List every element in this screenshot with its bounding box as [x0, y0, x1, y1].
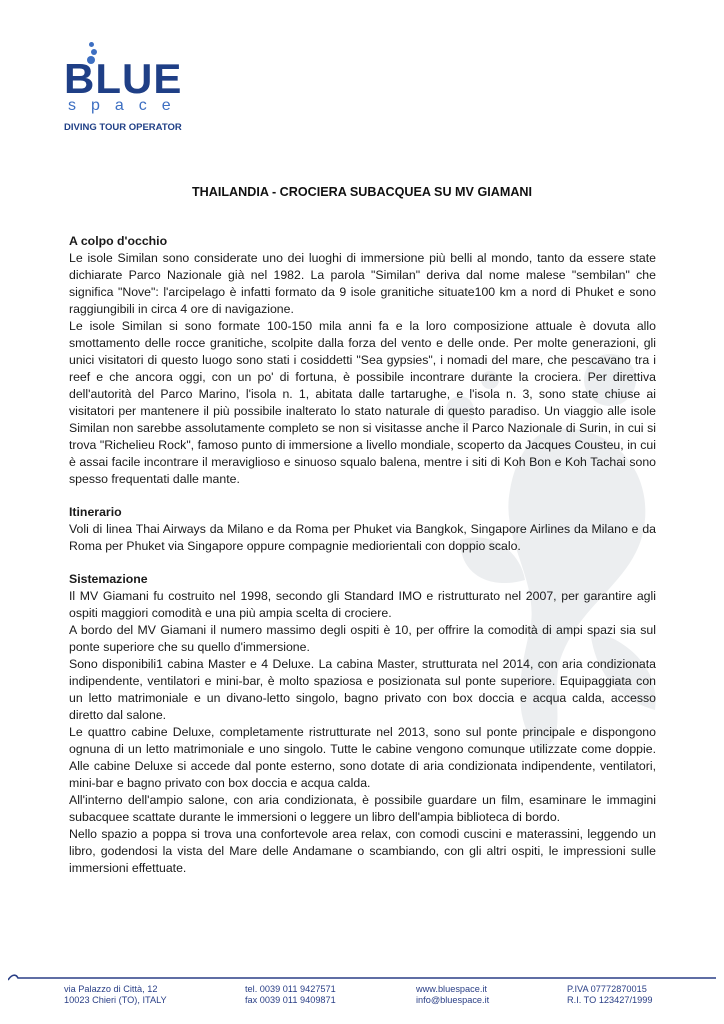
paragraph: Nello spazio a poppa si trova una confortevole area relax, con comodi cuscini e materassini, leggendo un libro, godendosi la vista del Mare delle Andamane o scambiando, con gli altri ospiti, le impressioni sulle immersioni effettuate.: [69, 827, 656, 875]
footer-email[interactable]: info@bluespace.it: [416, 995, 490, 1005]
section-heading: A colpo d'occhio: [69, 234, 168, 248]
section-colpo-d-occhio: [69, 233, 656, 488]
footer-address: [64, 984, 167, 1006]
footer-phone-line: tel. 0039 011 9427571: [245, 984, 336, 994]
logo-tagline: DIVING TOUR OPERATOR: [64, 122, 182, 133]
footer-address-line: 10023 Chieri (TO), ITALY: [64, 995, 167, 1005]
bubble-icon: [89, 42, 94, 47]
document-body: [69, 233, 656, 893]
paragraph: Il MV Giamani fu costruito nel 1998, secondo gli Standard IMO e ristrutturato nel 2007, per garantire agli ospiti maggiori comodità e una più ampia scelta di crociere.: [69, 589, 656, 620]
footer-web: [416, 984, 489, 1006]
paragraph: Le isole Similan si sono formate 100-150 mila anni fa e la loro composizione attuale è dovuta allo smottamento delle rocce granitiche, scolpite dalla forza del vento e delle onde. Per molte generazioni, gli unici visitatori di questo luogo sono stati i cosiddetti "Sea gypsies", i nomadi del mare, che pescavano tra i reef e che ancora oggi, con un po' di fortuna, è possibile incontrare durante la crociera. Per direttiva dell'autorità del Parco Marino, l'isola n. 1, abitata dalle tartarughe, e l'isola n. 3, sono state chiuse ai visitatori per mantenere il più possibile inalterato lo stato naturale di questo paradiso. Un viaggio alle isole Similan non sarebbe assolutamente completo se non si visitasse anche il Parco Nazionale di Surin, in cui si trova "Richelieu Rock", famoso punto di immersione a livello mondiale, scoperto da Jacques Cousteu, in cui è assai facile incontrare il meraviglioso e sinuoso squalo balena, mentre i siti di Koh Bon e Koh Tachai sono spesso frequentati dalle mante.: [69, 319, 656, 486]
logo-sub: space: [68, 97, 186, 114]
footer-fax-line: fax 0039 011 9409871: [245, 995, 336, 1005]
section-sistemazione: [69, 571, 656, 877]
footer-divider: [8, 972, 716, 982]
paragraph: All'interno dell'ampio salone, con aria condizionata, è possibile guardare un film, esaminare le immagini subacquee scattate durante le immersioni o leggere un libro dell'ampia biblioteca di bordo.: [69, 793, 656, 824]
paragraph: Voli di linea Thai Airways da Milano e da Roma per Phuket via Bangkok, Singapore Airlines da Milano e da Roma per Phuket via Singapore oppure compagnie mediorientali con doppio scalo.: [69, 522, 656, 553]
footer-tax: [567, 984, 652, 1006]
footer-registry-line: R.I. TO 123427/1999: [567, 995, 653, 1005]
paragraph: Le isole Similan sono considerate uno dei luoghi di immersione più belli al mondo, tanto da essere state dichiarate Parco Nazionale già nel 1982. La parola "Similan" deriva dal nome malese "sembilan" che significa "Nove": l'arcipelago è infatti formato da 9 isole granitiche situate100 km a nord di Phuket e sono raggiungibili in circa 4 ore di navigazione.: [69, 251, 656, 316]
section-heading: Itinerario: [69, 505, 122, 519]
section-itinerario: [69, 504, 656, 555]
paragraph: A bordo del MV Giamani il numero massimo degli ospiti è 10, per offrire la comodità di ampi spazi sia sul ponte superiore che su quello d'immersione.: [69, 623, 656, 654]
footer-vat-line: P.IVA 07772870015: [567, 984, 647, 994]
paragraph: Sono disponibili1 cabina Master e 4 Deluxe. La cabina Master, strutturata nel 2014, con aria condizionata indipendente, ventilatori e mini-bar, è molto spaziosa e posizionata sul ponte superiore. Equipaggiata con un letto matrimoniale e un divano-letto singolo, bagno privato con box doccia e acqua calda, accesso diretto dal salone.: [69, 657, 656, 722]
footer-website[interactable]: www.bluespace.it: [416, 984, 487, 994]
bluespace-logo: [64, 40, 194, 135]
section-heading: Sistemazione: [69, 572, 148, 586]
paragraph: Le quattro cabine Deluxe, completamente ristrutturate nel 2013, sono sul ponte principale e dispongono ognuna di un letto matrimoniale e uno singolo. Tutte le cabine vengono comunque utilizzate come doppie. Alle cabine Deluxe si accede dal ponte esterno, sono dotate di aria condizionata indipendente, ventilatori, mini-bar e bagno privato con box doccia e acqua calda.: [69, 725, 656, 790]
logo-wordmark: BLUE: [64, 55, 183, 102]
footer-phone: [245, 984, 336, 1006]
footer-address-line: via Palazzo di Città, 12: [64, 984, 158, 994]
document-title: THAILANDIA - CROCIERA SUBACQUEA SU MV GIAMANI: [191, 185, 533, 199]
